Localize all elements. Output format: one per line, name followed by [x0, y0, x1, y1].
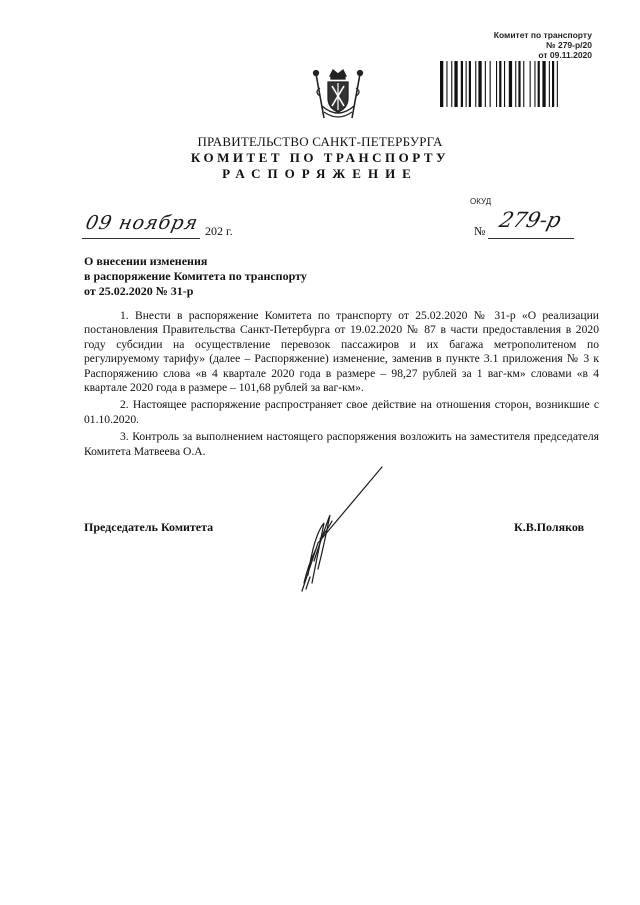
barcode-bar	[523, 61, 524, 107]
barcode	[440, 61, 590, 107]
date-underline	[82, 238, 200, 239]
barcode-bar	[490, 61, 491, 107]
barcode-bar	[485, 61, 486, 107]
handwritten-date: 09 ноября	[83, 212, 201, 234]
barcode-bar	[552, 61, 554, 107]
number-prefix: №	[474, 224, 486, 238]
signatory-name: К.В.Поляков	[514, 520, 585, 534]
stamp-date: от 09.11.2020	[538, 50, 592, 60]
barcode-bar	[440, 61, 443, 107]
paragraph-1: 1. Внести в распоряжение Комитета по транспорту от 25.02.2020 № 31-р «О реализации постановления Правительства Санкт-Петербурга от 19.02.2020 № 87 в части предоставления в 2020 году субсидии на осуществление перевозок пассажиров и их багажа метрополитеном по регулируемому тарифу» (далее – Распоряжение) изменение, заменив в пункте 3.1 приложения № 3 к Распоряжению слова «в 4 квартале 2020 года в размере – 98,27 рублей за 1 ваг-км» словами «в 4 квартале 2020 года в размере – 101,68 рублей за ваг-км».	[84, 309, 599, 395]
committee-header: КОМИТЕТ ПО ТРАНСПОРТУ	[190, 150, 450, 165]
title-line-3: от 25.02.2020 № 31-р	[84, 284, 194, 298]
barcode-bar	[504, 61, 505, 107]
title-line-2: в распоряжение Комитета по транспорту	[84, 269, 307, 283]
handwritten-signature	[278, 465, 388, 595]
government-header: ПРАВИТЕЛЬСТВО САНКТ-ПЕТЕРБУРГА	[197, 134, 443, 149]
coat-of-arms-emblem	[308, 66, 368, 124]
barcode-bar	[454, 61, 457, 107]
stamp-committee: Комитет по транспорту	[493, 30, 592, 40]
barcode-bar	[499, 61, 501, 107]
barcode-bar	[509, 61, 512, 107]
barcode-bar	[549, 61, 550, 107]
barcode-bar	[542, 61, 545, 107]
document-title	[84, 254, 307, 299]
stamp-number: № 279-р/20	[546, 40, 592, 50]
barcode-bar	[518, 61, 520, 107]
barcode-bar	[515, 61, 516, 107]
paragraph-3: 3. Контроль за выполнением настоящего распоряжения возложить на заместителя председателя Комитета Матвеева О.А.	[84, 430, 599, 458]
barcode-bar	[451, 61, 452, 107]
barcode-bar	[530, 61, 531, 107]
barcode-bar	[475, 61, 476, 107]
document-body	[84, 309, 599, 459]
title-line-1: О внесении изменения	[84, 254, 208, 268]
barcode-bar	[446, 61, 447, 107]
barcode-bar	[469, 61, 471, 107]
date-year: 202 г.	[205, 224, 233, 238]
barcode-bar	[496, 61, 497, 107]
paragraph-2: 2. Настоящее распоряжение распространяет свое действие на отношения сторон, возникшие с 01.10.2020.	[84, 398, 599, 426]
document-type-header: РАСПОРЯЖЕНИЕ	[222, 166, 418, 181]
barcode-bar	[461, 61, 463, 107]
handwritten-number: 279-р	[497, 208, 564, 232]
barcode-bar	[466, 61, 467, 107]
barcode-bar	[534, 61, 535, 107]
barcode-bar	[478, 61, 481, 107]
signatory-role: Председатель Комитета	[84, 520, 214, 534]
okud-label: ОКУД	[470, 197, 492, 206]
registration-stamp	[462, 30, 592, 60]
barcode-bar	[538, 61, 540, 107]
barcode-bar	[557, 61, 558, 107]
number-underline	[488, 238, 574, 239]
